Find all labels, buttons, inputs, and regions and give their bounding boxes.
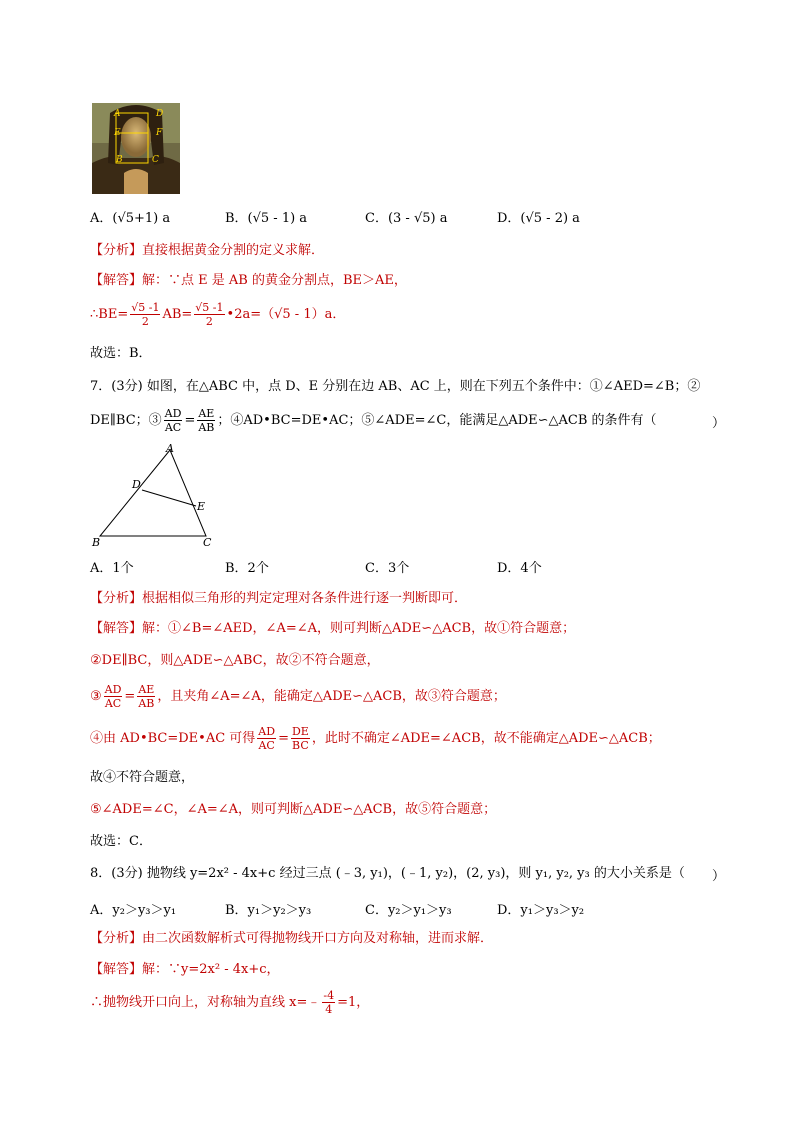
q7-answer-2: ②DE∥BC，则△ADE∽△ABC，故②不符合题意， bbox=[90, 653, 380, 668]
analysis-tag: 【分析】 bbox=[90, 591, 143, 606]
analysis-text: 由二次函数解析式可得抛物线开口方向及对称轴，进而求解． bbox=[142, 931, 494, 946]
calc-frac1-den: 2 bbox=[141, 315, 149, 328]
triangle-label-b: B bbox=[92, 536, 101, 549]
calc-post: •2a=（√5 - 1）a． bbox=[226, 307, 346, 322]
q7-stem-fraction-1 bbox=[164, 407, 183, 434]
answer-tag: 【解答】 bbox=[90, 962, 143, 977]
answer-4-fraction-2 bbox=[291, 725, 310, 752]
q7-option-d: D．4个 bbox=[497, 561, 542, 576]
q8-option-b: B．y₁＞y₂＞y₃ bbox=[225, 903, 312, 918]
q8-answer-2 bbox=[90, 988, 369, 1018]
calc-fraction-1 bbox=[130, 301, 160, 328]
q8-stem: 8．(3分) 抛物线 y=2x² - 4x+c 经过三点 (﹣3, y₁)，(﹣1, y₂)，(2, y₃)，则 y₁, y₂, y₃ 的大小关系是（ bbox=[90, 866, 685, 881]
q7-stem-2a: DE∥BC；③ bbox=[90, 413, 162, 428]
answer-intro: 解：∵点 E 是 AB 的黄金分割点，BE＞AE， bbox=[142, 273, 407, 288]
q8-answer-1 bbox=[90, 961, 280, 979]
frac-den: AC bbox=[104, 697, 122, 710]
q8-analysis bbox=[90, 930, 493, 948]
q7-choice: 故选：C． bbox=[90, 834, 152, 849]
q7-option-b: B．2个 bbox=[225, 561, 269, 576]
figure-label-b: B bbox=[116, 155, 123, 165]
answer-4-pre: ④由 AD•BC=DE•AC 可得 bbox=[90, 731, 256, 746]
frac-num: -4 bbox=[323, 989, 335, 1002]
figure-label-f: F bbox=[156, 128, 163, 138]
calc-frac2-den: 2 bbox=[205, 315, 213, 328]
frac-den: AC bbox=[164, 421, 182, 434]
calc-frac2-num: √5 -1 bbox=[195, 301, 224, 314]
q6-option-c: C．(3 - √5) a bbox=[365, 211, 448, 226]
q7-analysis bbox=[90, 590, 467, 608]
frac-num: AE bbox=[198, 407, 215, 420]
frac-den: BC bbox=[292, 739, 309, 752]
answer-2-post: =1， bbox=[337, 995, 370, 1010]
frac-den: AB bbox=[138, 697, 155, 710]
answer-line-1: 解：①∠B=∠AED，∠A=∠A，则可判断△ADE∽△ACB，故①符合题意； bbox=[142, 621, 576, 636]
answer-3-pre: ③ bbox=[90, 689, 102, 704]
triangle-label-e: E bbox=[197, 500, 206, 513]
frac-num: AE bbox=[138, 683, 155, 696]
analysis-text: 直接根据黄金分割的定义求解． bbox=[142, 243, 325, 258]
frac-den: 4 bbox=[325, 1003, 333, 1016]
analysis-tag: 【分析】 bbox=[90, 243, 143, 258]
triangle-label-d: D bbox=[132, 478, 141, 491]
triangle-label-a: A bbox=[166, 442, 174, 455]
figure-label-a: A bbox=[114, 109, 121, 119]
answer-3-post: ，且夹角∠A=∠A，能确定△ADE∽△ACB，故③符合题意； bbox=[157, 689, 506, 704]
frac-num: DE bbox=[291, 725, 309, 738]
q6-option-d: D．(√5 - 2) a bbox=[497, 211, 580, 226]
q7-stem-2b: ；④AD•BC=DE•AC；⑤∠ADE=∠C，能满足△ADE∽△ACB 的条件有（ bbox=[217, 413, 657, 428]
answer-tag: 【解答】 bbox=[90, 273, 143, 288]
q6-choice: 故选：B． bbox=[90, 346, 152, 361]
answer-2-pre: ∴抛物线开口向上，对称轴为直线 x=﹣ bbox=[90, 995, 321, 1010]
q7-stem-line2: DE∥BC；③ $\frac{AD}{AC}$ = $\frac{AE}{AB}$ ；④AD•BC=DE•AC；⑤∠ADE=∠C，能满足△ADE∽△ACB 的条件有（ bbox=[90, 407, 657, 434]
q8-option-c: C．y₂＞y₁＞y₃ bbox=[365, 903, 452, 918]
frac-num: AD bbox=[164, 407, 182, 420]
calc-pre: ∴BE= bbox=[90, 307, 129, 322]
calc-fraction-2 bbox=[194, 301, 224, 328]
q7-answer-4-cont: 故④不符合题意， bbox=[90, 770, 195, 785]
q7-answer-5: ⑤∠ADE=∠C，∠A=∠A，则可判断△ADE∽△ACB，故⑤符合题意； bbox=[90, 802, 497, 817]
analysis-tag: 【分析】 bbox=[90, 931, 143, 946]
frac-num: AD bbox=[258, 725, 276, 738]
answer-4-post: ，此时不确定∠ADE=∠ACB，故不能确定△ADE∽△ACB； bbox=[311, 731, 661, 746]
answer-tag: 【解答】 bbox=[90, 621, 143, 636]
figure-label-d: D bbox=[156, 109, 164, 119]
answer-2-fraction bbox=[322, 989, 335, 1016]
frac-den: AC bbox=[258, 739, 275, 752]
q7-answer-3: ③ $\frac{AD}{AC}$ = $\frac{AE}{AB}$ ，且夹角∠A=∠A，能确定△ADE∽△ACB，故③符合题意； bbox=[90, 683, 506, 710]
triangle-figure bbox=[90, 444, 220, 550]
frac-num: AD bbox=[104, 683, 122, 696]
answer-3-fraction-2 bbox=[137, 683, 155, 710]
q7-answer-4: ④由 AD•BC=DE•AC 可得 $\frac{AD}{AC}$ = $\frac{DE}{BC}$ ，此时不确定∠ADE=∠ACB，故不能确定△ADE∽△ACB； bbox=[90, 725, 661, 752]
q7-option-a: A．1个 bbox=[90, 561, 134, 576]
q7-option-c: C．3个 bbox=[365, 561, 410, 576]
q7-stem-line1: 7．(3分) 如图，在△ABC 中，点 D、E 分别在边 AB、AC 上，则在下列五个条件中：①∠AED=∠B；② bbox=[90, 379, 701, 394]
q8-answer-paren: ） bbox=[712, 869, 726, 884]
calc-mid: AB= bbox=[162, 307, 193, 322]
q6-analysis bbox=[90, 242, 324, 260]
q6-answer bbox=[90, 272, 407, 290]
q7-stem-fraction-2 bbox=[197, 407, 215, 434]
calc-frac1-num: √5 -1 bbox=[131, 301, 160, 314]
answer-line-1: 解：∵y=2x² - 4x+c， bbox=[142, 962, 280, 977]
q7-answer-paren: ） bbox=[712, 416, 726, 431]
q6-calc bbox=[90, 300, 345, 330]
q7-answer-1 bbox=[90, 620, 575, 638]
q8-option-d: D．y₁＞y₃＞y₂ bbox=[497, 903, 585, 918]
q6-option-b: B．(√5 - 1) a bbox=[225, 211, 308, 226]
q6-option-a: A．(√5+1) a bbox=[90, 211, 171, 226]
q8-option-a: A．y₂＞y₃＞y₁ bbox=[90, 903, 177, 918]
answer-3-fraction-1 bbox=[104, 683, 123, 710]
answer-4-fraction-1 bbox=[257, 725, 276, 752]
triangle-label-c: C bbox=[203, 536, 212, 549]
frac-den: AB bbox=[198, 421, 215, 434]
figure-label-e: E bbox=[114, 128, 121, 138]
figure-label-c: C bbox=[152, 155, 159, 165]
analysis-text: 根据相似三角形的判定定理对各条件进行逐一判断即可． bbox=[142, 591, 468, 606]
mona-lisa-figure bbox=[92, 103, 180, 194]
